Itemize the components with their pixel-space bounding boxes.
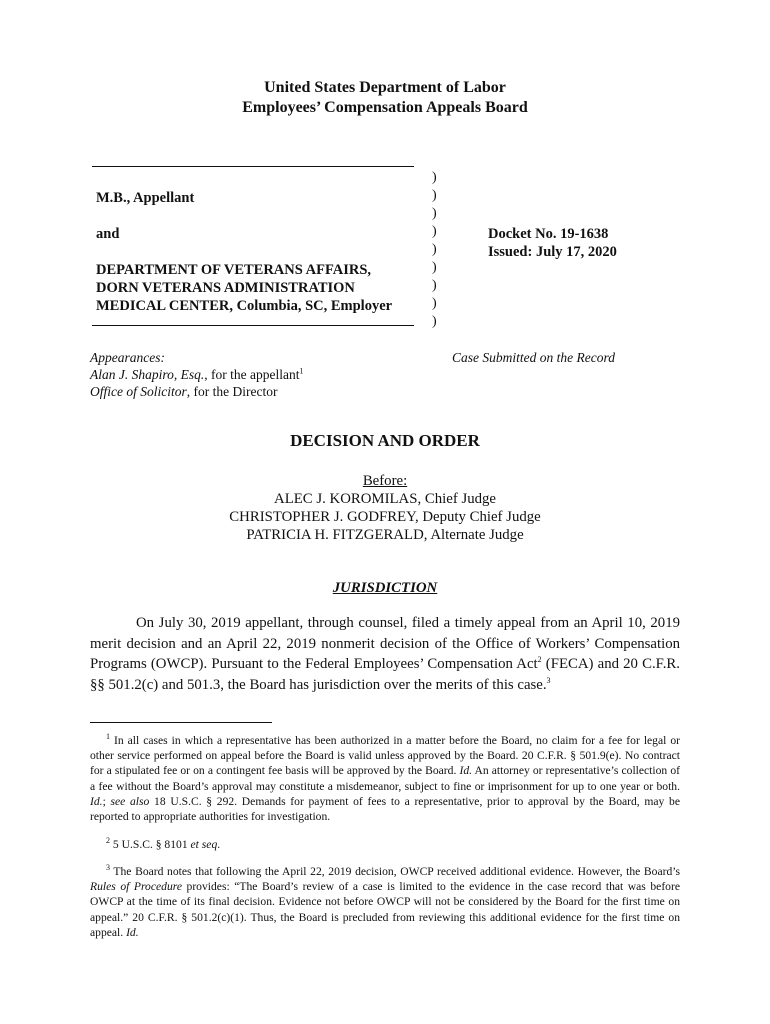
office-role: , for the Director — [186, 384, 278, 399]
appearances-label: Appearances: — [90, 350, 165, 365]
footnote-3-rules: Rules of Procedure — [90, 880, 182, 894]
representative-name: Alan J. Shapiro, Esq. — [90, 367, 205, 382]
jurisdiction-heading: JURISDICTION — [332, 580, 438, 596]
agency-title: United States Department of Labor — [264, 79, 506, 96]
case-submitted: Case Submitted on the Record — [452, 350, 615, 365]
footnote-1-text-b: An attorney or representative’s collection of a fee without the Board’s approval may constitute a misdemeanor, subject to fine or imprisonment for up to one year or both. — [90, 764, 680, 793]
before-label: Before: — [362, 473, 408, 489]
footnote-3 — [90, 864, 680, 940]
paren-column — [432, 169, 437, 331]
footnote-1-see-also: see also — [110, 794, 150, 808]
paren: ) — [432, 242, 437, 257]
issued-date: Issued: July 17, 2020 — [488, 244, 617, 260]
footnote-ref-2[interactable]: 2 — [537, 655, 542, 665]
footnote-1-id-2: Id. — [90, 794, 103, 808]
judge-chief: ALEC J. KOROMILAS, Chief Judge — [274, 491, 496, 507]
paren: ) — [432, 314, 437, 329]
employer-line-3: MEDICAL CENTER, Columbia, SC, Employer — [96, 298, 393, 314]
and-line: and — [96, 226, 120, 242]
caption-bottom-rule — [92, 325, 414, 326]
paren: ) — [432, 296, 437, 311]
appellant-representative — [90, 366, 430, 383]
footnote-1 — [90, 733, 680, 824]
paren: ) — [432, 278, 437, 293]
decision-title: DECISION AND ORDER — [290, 431, 480, 450]
paragraph-text-b: (FECA) and 20 C.F.R. §§ 501.2(c) and 501.3, the Board has jurisdiction over the merits of this case. — [90, 656, 680, 693]
footnote-1-text-c: ; — [102, 794, 111, 808]
footnote-separator — [90, 722, 272, 723]
paren: ) — [432, 260, 437, 275]
judge-alternate: PATRICIA H. FITZGERALD, Alternate Judge — [246, 527, 524, 543]
footnote-2-number: 2 — [106, 836, 110, 846]
judge-deputy-chief: CHRISTOPHER J. GODFREY, Deputy Chief Judge — [229, 509, 541, 525]
footnote-1-id: Id. — [459, 764, 473, 778]
footnote-1-number: 1 — [106, 732, 110, 742]
appearances-block — [90, 349, 430, 400]
employer-line-2: DORN VETERANS ADMINISTRATION — [96, 280, 355, 296]
footnote-2-text-b: . — [217, 838, 221, 851]
appellant-line: M.B., Appellant — [96, 190, 195, 206]
office-name: Office of Solicitor — [90, 384, 187, 399]
paragraph-text-a: On July 30, 2019 appellant, through counsel, filed a timely appeal from an April 10, 2019 merit decision and an April 22, 2019 nonmerit decision of the Office of Workers’ Compensation Programs (OWCP). Pursuant to the Federal Employees’ Compensation Act — [90, 615, 680, 672]
footnote-1-text-d: 18 U.S.C. § 292. Demands for payment of fees to a representative, prior to approval by the Board, may be reported to appropriate authorities for investigation. — [90, 794, 681, 824]
footnote-ref-1[interactable]: 1 — [299, 366, 304, 376]
footnote-2-et-seq: et seq — [190, 838, 218, 851]
paren: ) — [432, 188, 437, 203]
caption-top-rule — [92, 166, 414, 167]
docket-number: Docket No. 19-1638 — [488, 226, 609, 242]
representative-role: , for the appellant — [204, 367, 300, 382]
footnote-3-number: 3 — [106, 863, 110, 873]
footnote-3-text-a: The Board notes that following the April 22, 2019 decision, OWCP received additional evidence. However, the Board’s — [110, 865, 680, 878]
director-representative — [90, 383, 430, 400]
paren: ) — [432, 206, 437, 221]
footnote-ref-3[interactable]: 3 — [546, 675, 551, 685]
board-title: Employees’ Compensation Appeals Board — [242, 99, 528, 116]
footnote-2 — [90, 837, 680, 852]
paren: ) — [432, 224, 437, 239]
paren: ) — [432, 170, 437, 185]
footnote-3-text-b: provides: “The Board’s review of a case is limited to the evidence in the case record that was before OWCP at the time of its final decision. Evidence not before OWCP will not be considered by the Board for the first time on appeal.” 20 C.F.R. § 501.2(c)(1). Thus, the Board is precluded from reviewing this additional evidence for the first time on appeal. — [90, 880, 680, 939]
jurisdiction-paragraph — [90, 613, 680, 695]
footnote-2-text-a: 5 U.S.C. § 8101 — [110, 838, 191, 851]
panel-block — [0, 472, 770, 544]
footnote-1-text-a: In all cases in which a representative has been authorized in a matter before the Board, no claim for a fee for legal or other service performed on appeal before the Board is valid unless approved by the Board. 20 C.F.R. § 501.9(e). No contract for a stipulated fee or on a contingent fee basis will be approved by the Board. — [90, 734, 680, 778]
footnote-3-id: Id. — [126, 925, 139, 939]
employer-line-1: DEPARTMENT OF VETERANS AFFAIRS, — [96, 262, 372, 278]
